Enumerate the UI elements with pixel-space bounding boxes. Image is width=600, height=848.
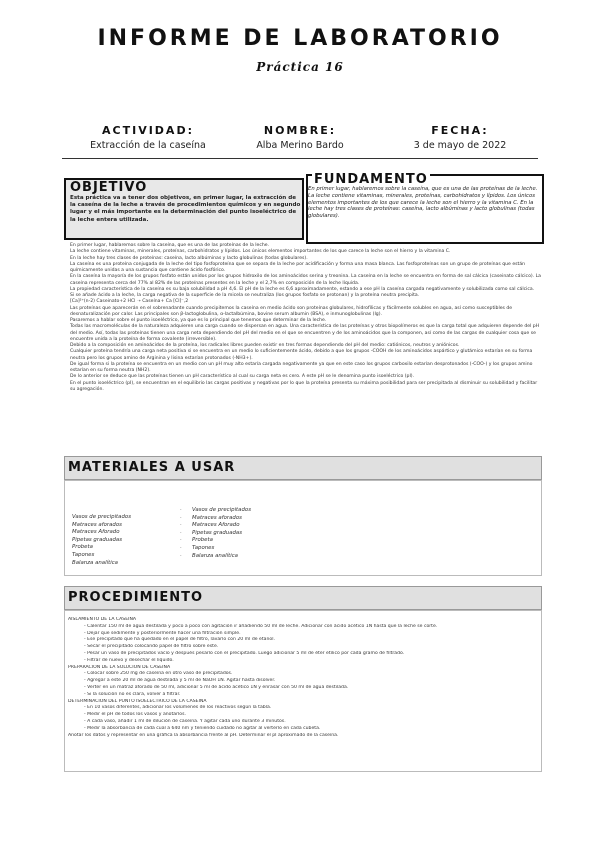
list-item: Pipetas graduadas: [192, 529, 243, 536]
body-paragraph: En la leche hay tres clases de proteínas: caseína, lacto albúminas y lacto globulinas (todas globulares).: [70, 255, 308, 261]
list-item: Matraces Aforado: [192, 522, 240, 529]
list-item: Vasos de precipitados: [72, 514, 132, 520]
procedure-step: - Medir el pH de todos los vasos y anotarlos.: [84, 712, 186, 718]
procedure-step: - En 10 vasos diferentes, adicionar los volúmenes de los reactivos según la tabla.: [84, 705, 272, 711]
list-item: Matraces aforados: [72, 521, 122, 528]
name-label: NOMBRE:: [263, 124, 337, 137]
activity-value: Extracción de la caseína: [90, 140, 206, 151]
list-item: Tapones: [72, 551, 95, 558]
activity-label: ACTIVIDAD:: [102, 124, 194, 137]
name-value: Alba Merino Bardo: [256, 140, 344, 151]
materials-list-a: [72, 514, 131, 567]
list-item: Probeta: [192, 537, 213, 544]
fundamento-body: [70, 243, 542, 393]
procedure-subheading: Anotar los datos y representar en una gráfica la absorbancia frente al pH. Determinar el pI aproximado de la caseína.: [68, 732, 339, 738]
bullet-icon: ·: [180, 529, 182, 536]
procedure-step: - Dejar que sedimente y posteriormente hacer una filtración simple.: [84, 630, 241, 636]
list-item: Vasos de precipitados: [192, 507, 252, 513]
bullet-column: [180, 507, 182, 560]
body-paragraph: En la caseína la mayoría de los grupos fosfato están unidos por los grupos hidroxilo de los aminoácidos serina y treonina. La caseína en la leche se encuentra en forma de sal cálcica (caseinato cálcico). La caseína representa cerca del 77% al 82% de las proteínas presentes en la leche y el 2,7% en composición de la leche líquida.: [70, 274, 541, 286]
body-paragraph: Las proteínas que aparecerán en el sobrenadante cuando precipitemos la caseína en medio ácido son proteínas globulares, hidrofílicas y fácilmente solubles en agua, así como susceptibles de desnaturalización por calor. Las principales son β-lactoglobulina, α-lactalbúmina, bovine serum albumin (BSA), e inmunoglobulinas (Ig).: [70, 305, 513, 317]
procedure-step: - Colocar sobre 250 mg de caseína en otro vaso de precipitados.: [84, 671, 233, 677]
bullet-icon: ·: [180, 544, 182, 551]
bullet-icon: ·: [180, 507, 182, 513]
list-item: Pipetas graduadas: [72, 536, 123, 543]
body-paragraph: En el punto isoeléctrico (pI), se encuentran en el equilibrio las cargas positivas y negativas por lo que la proteína presenta su máxima posibilidad para ser precipitada al disminuir su solubilidad y facilitar su agregación.: [70, 380, 538, 392]
procedure-step: - Pesar un vaso de precipitados vacío y después pesarlo con el precipitado. Luego adicionar 5 ml de éter etílico por cada gramo de filtrado.: [84, 650, 405, 656]
objetivo-text: Esta práctica va a tener dos objetivos, en primer lugar, la extracción de la caseína de la leche a través de procedimientos químicos y en segundo lugar y el más importante es la determinación del punto isoeléctrico de la leche entera utilizada.: [70, 195, 301, 223]
body-paragraph: Todas las macromoléculas de la naturaleza adquieren una carga cuando se dispersan en agua. Una característica de las proteínas y otros biopolímeros es que la carga total que adquieren depende del pH del medio. Así, todas las proteínas tienen una carga neta dependiendo del pH del medio en el que se encuentren y de los aminoácidos que la componen, así como de las cargas de cualquier cosa que se encuentre unida a la proteína de forma covalente (irreversible).: [70, 324, 540, 342]
procedure-subheading: PREPARACIÓN DE LA SOLUCIÓN DE CASEÍNA: [68, 664, 171, 670]
procedure-subheading: AISLAMIENTO DE LA CASEÍNA: [68, 617, 137, 622]
body-paragraph: La leche contiene vitaminas, minerales, proteínas, carbohidratos y lípidos. Los únicos elementos importantes de los que carece la leche son el hierro y la vitamina C.: [70, 249, 451, 255]
materials-list-b: [192, 507, 251, 560]
practice-subtitle: Práctica 16: [256, 60, 344, 74]
procedimiento-heading: PROCEDIMIENTO: [68, 590, 204, 605]
bullet-icon: ·: [180, 552, 182, 559]
procedure-steps: [68, 617, 538, 739]
procedure-subheading: DETERMINACIÓN DEL PUNTO ISOELÉCTRICO DE LA CASEÍNA: [68, 698, 207, 704]
body-paragraph: En primer lugar, hablaremos sobre la caseína, que es una de las proteínas de la leche.: [70, 243, 270, 248]
body-paragraph: Cualquier proteína tendría una carga neta positiva si se encuentra en un medio lo suficientemente ácido, debido a que los grupos -COOH de los aminoácidos aspártico y glutámico estarían en su forma neutra pero los grupos amino de Arginina y lisina estarían protonados (-NH3+).: [70, 349, 533, 361]
fundamento-heading: FUNDAMENTO: [314, 172, 428, 187]
body-paragraph: De igual forma si la proteína se encuentra en un medio con un pH muy alto estaría cargada negativamente ya que en este caso los grupos carboxilo estarían desprotonados (-COO-) y los grupos amino estarían en su forma neutra (NH2).: [70, 361, 533, 373]
bullet-icon: ·: [180, 514, 182, 521]
procedure-step: - Secar el precipitado colocando papel de filtro sobre este.: [84, 644, 219, 650]
body-paragraph: Debido a la composición en aminoácidos de la proteína, los radicales libres pueden existir en tres formas dependiendo del pH del medio: catiónicos, neutros y aniónicos.: [70, 343, 460, 348]
procedure-step: - Filtrar de nuevo y desechar el líquido.: [84, 657, 174, 663]
report-title: INFORME DE LABORATORIO: [97, 26, 503, 51]
date-value: 3 de mayo de 2022: [413, 140, 507, 151]
list-item: Balanza analítica: [72, 559, 118, 566]
procedure-step: - Si la solución no es clara, volver a filtrar.: [84, 691, 181, 697]
list-item: Probeta: [72, 544, 93, 551]
body-paragraph: Si se añade ácido a la leche, la carga negativa de la superficie de la micela se neutraliza (los grupos fosfato se protonan) y la proteína neutra precipita.: [70, 293, 420, 298]
list-item: Matraces Aforado: [72, 529, 120, 536]
body-paragraph: La caseína es una proteína conjugada de la leche del tipo fosfoproteína que se separa de la leche por acidificación y forma una masa blanca. Las fosfoproteínas son un grupo de proteínas que están químicamente unidas a una sustancia que contiene ácido fosfórico.: [70, 261, 526, 273]
body-paragraph: La propiedad característica de la caseína es su baja solubilidad a pH 4,6. El pH de la leche es 6,6 aproximadamente, estando a ese pH la caseína cargada negativamente y solubilizada como sal cálcica.: [70, 286, 535, 292]
materiales-heading: MATERIALES A USAR: [68, 460, 236, 475]
bullet-icon: ·: [180, 522, 182, 529]
list-item: Matraces aforados: [192, 514, 242, 521]
header-divider: [62, 158, 538, 159]
list-item: Balanza analítica: [192, 552, 238, 559]
body-paragraph: De lo anterior se deduce que las proteínas tienen un pH característico al cual su carga neta es cero. A este pH se le denomina punto isoeléctrico (pI).: [70, 374, 415, 380]
body-paragraph: [Ca]²⁺(n-2) Caseinato+2 HCl ➝ Caseína+ Ca [Cl]⁻,2: [70, 299, 189, 305]
procedure-step: - Calentar 150 ml de agua destilada y poco a poco con agitación ir añadiendo 50 ml de leche. Adicionar con ácido acético 1N hasta que la leche se corte.: [84, 623, 438, 629]
procedure-step: - Medir la absorbancia de cada cual a 640 nm y teniendo cuidado no agitar al verterlo en cada cubeta.: [84, 725, 321, 731]
procedure-step: - Verter en un matraz aforado de 50 ml, adicionar 5 ml de ácido acético 1N y enrasar con 50 ml de agua destilada.: [84, 684, 349, 690]
bullet-icon: ·: [180, 537, 182, 544]
list-item: Tapones: [192, 544, 215, 551]
procedure-step: - A cada vaso, añadir 1 ml de dilución de caseína. Y agitar cada uno durante 3 minutos.: [84, 718, 286, 724]
body-paragraph: Pasaremos a hablar sobre el punto isoeléctrico, ya que es lo principal que tenemos que determinar de la leche.: [70, 318, 327, 323]
procedure-step: - Ese precipitado que ha quedado en el papel de filtro, lavarlo con 20 ml de etanol.: [84, 637, 275, 643]
procedure-step: - Agregar a este 20 ml de agua destilada y 5 ml de NaOH 1N. Agitar hasta disolver.: [84, 678, 276, 684]
objetivo-heading: OBJETIVO: [70, 180, 148, 195]
materiales-box: [64, 480, 542, 576]
fundamento-text: En primer lugar, hablaremos sobre la caseína, que es una de las proteínas de la leche. La leche contiene vitaminas, minerales, proteínas, carbohidratos y lípidos. Los únicos elementos importantes de los que carece la leche son el hierro y la vitamina C. En la leche hay tres clases de proteínas: caseína, lacto albúminas y lacto globulinas (todas globulares).: [308, 186, 538, 220]
date-label: FECHA:: [431, 124, 489, 137]
